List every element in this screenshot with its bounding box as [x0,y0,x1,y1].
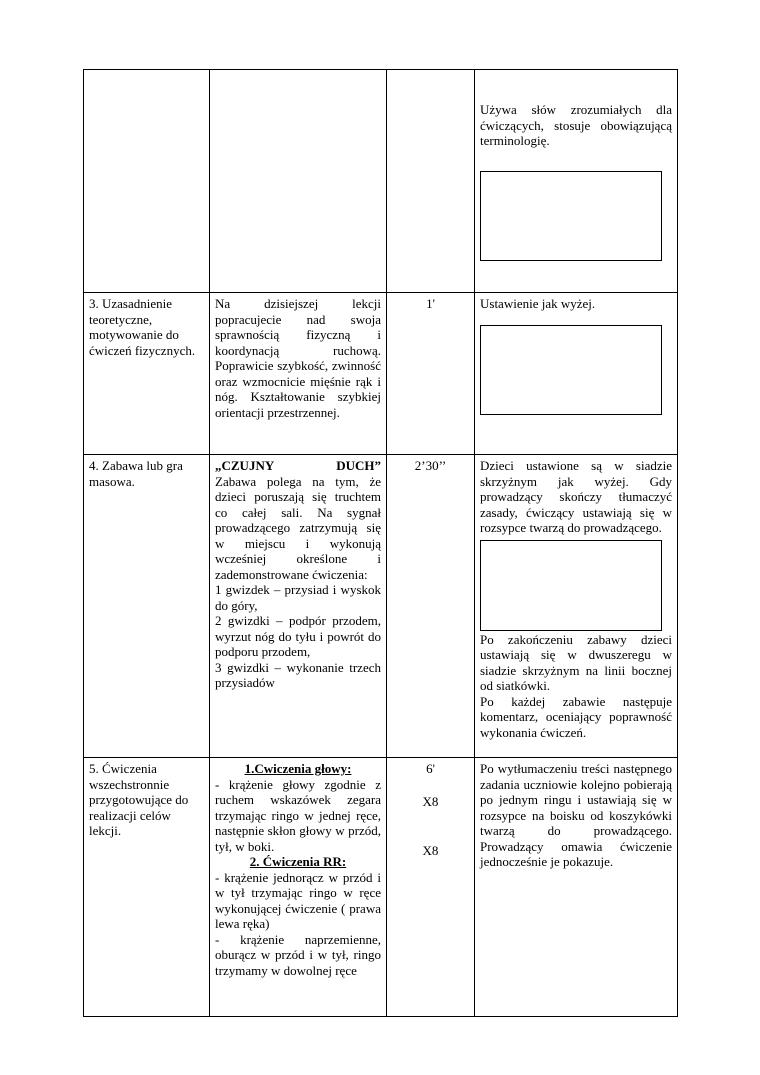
content-cell [210,70,387,293]
notes-text: Po każdej zabawie następuje komentarz, oceniający poprawność wykonania ćwiczeń. [480,693,672,740]
time-cell: 1' [387,293,475,455]
table-row [84,70,678,293]
time-cell [387,70,475,293]
phase-cell: 4. Zabawa lub gra masowa. [84,455,210,758]
time-value: 6' [426,761,435,776]
repetition-value: X8 [422,843,439,858]
game-rule: 2 gwizdki – podpór przodem, wyrzut nóg do tyłu i powrót do podporu przodem, [215,613,381,659]
table-row [84,758,678,1017]
game-title: „CZUJNY DUCH” [215,458,381,473]
exercise-text: - krążenie jednorącz w przód i w tył trzymając ringo w ręce wykonującej ćwiczenie ( prawa lewa ręka) [215,869,381,931]
game-rule: 1 gwizdek – przysiad i wyskok do góry, [215,582,381,613]
notes-text: Ustawienie jak wyżej. [480,296,596,311]
diagram-placeholder [480,171,662,261]
phase-cell [84,70,210,293]
notes-text: Dzieci ustawione są w siadzie skrzyżnym jak wyżej. Gdy prowadzący skończy tłumaczyć zasady, ćwiczący ustawiają się w rozsypce twarzą do prowadzącego. [480,458,672,535]
phase-cell: 5. Ćwiczenia wszechstronnie przygotowujące do realizacji celów lekcji. [84,758,210,1017]
notes-cell [475,758,678,1017]
notes-cell [475,455,678,758]
exercise-heading: 2. Ćwiczenia RR: [249,854,347,869]
diagram-placeholder [480,325,662,415]
notes-text: Po zakończeniu zabawy dzieci ustawiają się w dwuszeregu w siadzie skrzyżnym na linii bocznej od siatkówki. [480,631,672,693]
content-cell [210,455,387,758]
notes-text: Po wytłumaczeniu treści następnego zadania uczniowie kolejno pobierają po jednym ringu i ustawiają się w rozsypce na boisku od koszykówki twarzą do prowadzącego. Prowadzący omawia ćwiczenie jednocześnie je pokazuje. [480,761,672,869]
time-cell: 2’30’’ [387,455,475,758]
table-row [84,293,678,455]
game-description: Zabawa polega na tym, że dzieci poruszają się truchtem co całej sali. Na sygnał prowadzącego zatrzymują się w miejscu i wykonują wcześniej określone i zademonstrowane ćwiczenia: [215,473,381,582]
content-cell [210,758,387,1017]
exercise-text: - krążenie głowy zgodnie z ruchem wskazówek zegara trzymając ringo w jednej ręce, następnie skłon głowy w przód, tył, w boki. [215,776,381,854]
notes-cell [475,70,678,293]
notes-text: Używa słów zrozumiałych dla ćwiczących, stosuje obowiązującą terminologię. [480,102,672,148]
notes-cell [475,293,678,455]
phase-cell: 3. Uzasadnienie teoretyczne, motywowanie do ćwiczeń fizycznych. [84,293,210,455]
exercise-text: - krążenie naprzemienne, oburącz w przód i w tył, ringo trzymamy w dowolnej ręce [215,931,381,978]
content-cell: Na dzisiejszej lekcji popracujecie nad swoja sprawnością fizyczną i koordynacją ruchową. Poprawicie szybkość, zwinność oraz wzmocnicie mięśnie rąk i nóg. Kształtowanie szybkiej orientacji przestrzennej. [210,293,387,455]
game-rule: 3 gwizdki – wykonanie trzech przysiadów [215,659,381,690]
diagram-placeholder [480,540,662,631]
lesson-plan-table [83,69,678,1017]
time-cell [387,758,475,1017]
table-row [84,455,678,758]
exercise-heading: 1.Cwiczenia głowy: [244,761,352,776]
repetition-value: X8 [422,793,439,809]
